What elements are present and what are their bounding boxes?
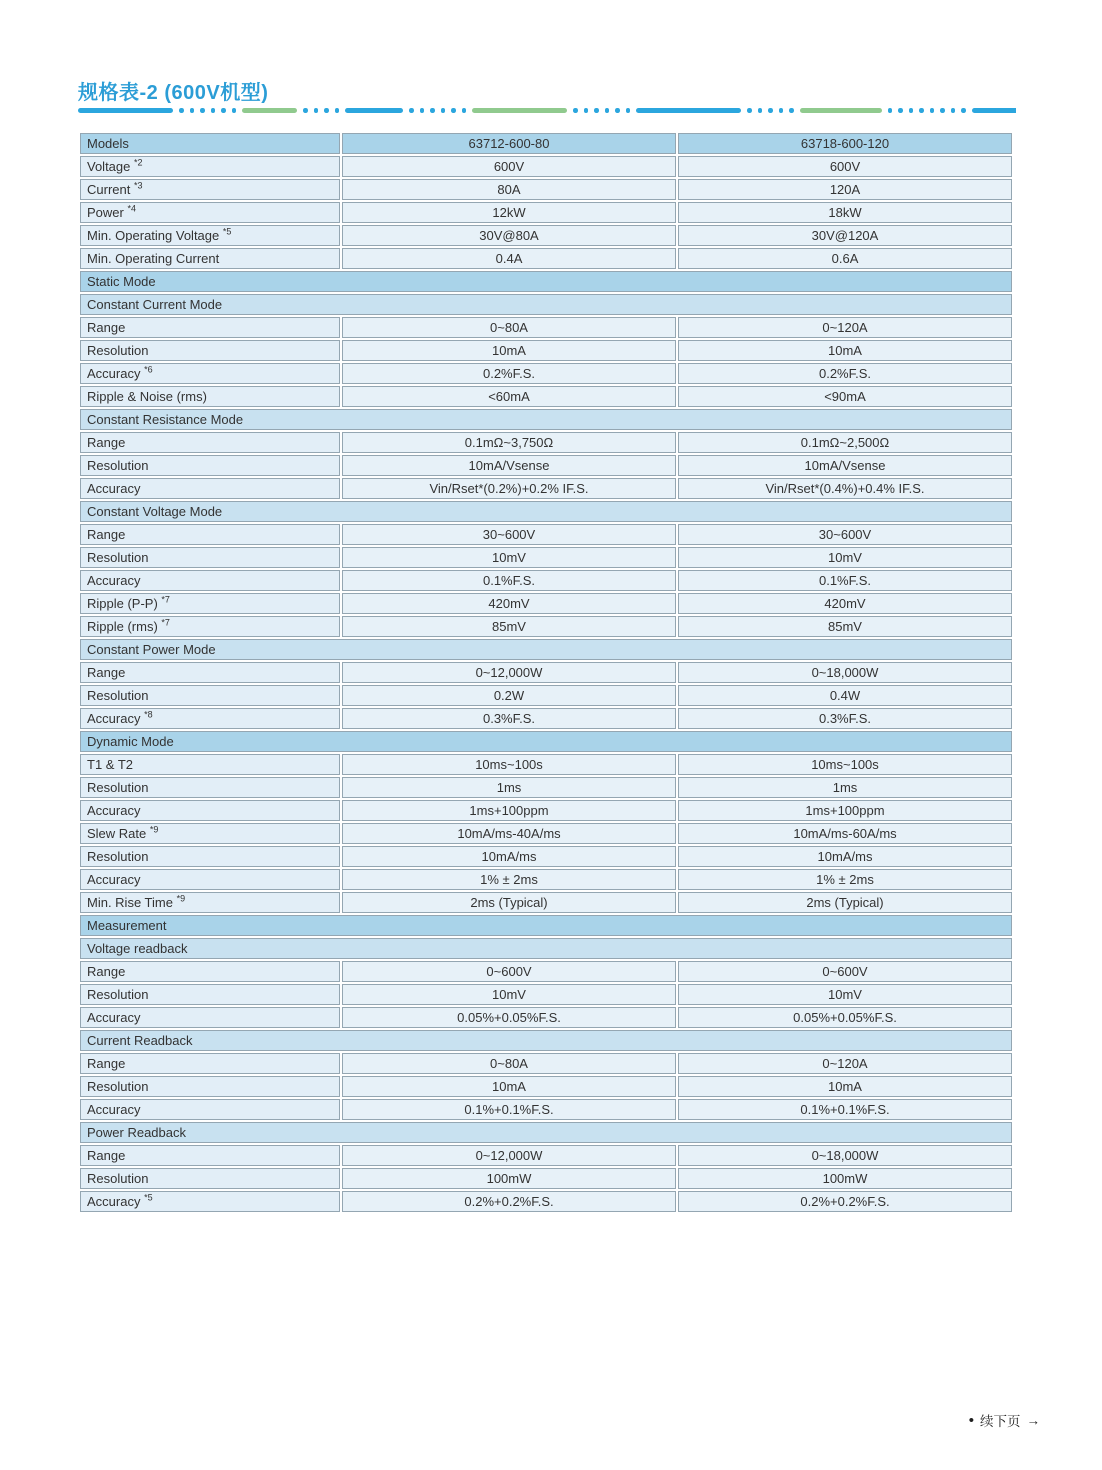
- subsection-header-cell: Constant Power Mode: [80, 639, 1012, 660]
- spec-value-cell: 1% ± 2ms: [678, 869, 1012, 890]
- divider-dot: [335, 108, 340, 113]
- divider-dot: [441, 108, 446, 113]
- divider-dot: [232, 108, 237, 113]
- spec-value-cell: 0.1%+0.1%F.S.: [678, 1099, 1012, 1120]
- subsection-header-cell: Constant Current Mode: [80, 294, 1012, 315]
- spec-row: [80, 340, 1012, 361]
- spec-value-cell: 600V: [342, 156, 676, 177]
- spec-label-cell: Ripple & Noise (rms): [80, 386, 340, 407]
- spec-value-cell: 10mA/ms: [342, 846, 676, 867]
- spec-value-cell: 30V@80A: [342, 225, 676, 246]
- spec-value-cell: 0~12,000W: [342, 1145, 676, 1166]
- footnote-ref: *4: [127, 203, 136, 214]
- subsection-header-cell: Voltage readback: [80, 938, 1012, 959]
- subsection-header-row: [80, 294, 1012, 315]
- spec-label-cell: Current $^{*3}$: [80, 179, 340, 200]
- spec-label-cell: Ripple (P-P) $^{*7}$: [80, 593, 340, 614]
- subsection-header-cell: Constant Resistance Mode: [80, 409, 1012, 430]
- spec-value-cell: 12kW: [342, 202, 676, 223]
- spec-value-cell: 10ms~100s: [678, 754, 1012, 775]
- spec-label-cell: Min. Operating Voltage $^{*5}$: [80, 225, 340, 246]
- spec-label-cell: Accuracy: [80, 800, 340, 821]
- spec-value-cell: 10mA: [342, 1076, 676, 1097]
- divider-dot: [314, 108, 319, 113]
- spec-value-cell: 10mV: [678, 547, 1012, 568]
- divider-dot: [930, 108, 935, 113]
- spec-label-cell: Range: [80, 1053, 340, 1074]
- spec-value-cell: 1ms: [678, 777, 1012, 798]
- spec-value-cell: 18kW: [678, 202, 1012, 223]
- divider-dot: [573, 108, 578, 113]
- spec-value-cell: 85mV: [678, 616, 1012, 637]
- subsection-header-cell: Constant Voltage Mode: [80, 501, 1012, 522]
- spec-value-cell: 2ms (Typical): [342, 892, 676, 913]
- footnote-ref: *5: [222, 226, 232, 237]
- spec-value-cell: 0.05%+0.05%F.S.: [678, 1007, 1012, 1028]
- spec-label-cell: Range: [80, 1145, 340, 1166]
- spec-value-cell: 0.2%F.S.: [342, 363, 676, 384]
- spec-value-cell: 0.2%+0.2%F.S.: [678, 1191, 1012, 1212]
- spec-row: [80, 432, 1012, 453]
- divider-dot: [779, 108, 784, 113]
- divider-dot: [758, 108, 763, 113]
- spec-row: [80, 1007, 1012, 1028]
- spec-value-cell: 0.3%F.S.: [678, 708, 1012, 729]
- spec-label-cell: Accuracy $^{*5}$: [80, 1191, 340, 1212]
- spec-label-cell: Accuracy: [80, 478, 340, 499]
- spec-row: [80, 1191, 1012, 1212]
- divider-dot: [451, 108, 456, 113]
- divider-dot: [605, 108, 610, 113]
- subsection-header-row: [80, 1030, 1012, 1051]
- divider-dot: [940, 108, 945, 113]
- spec-row: [80, 1168, 1012, 1189]
- footnote-ref: *9: [176, 893, 186, 904]
- spec-label-cell: Resolution: [80, 455, 340, 476]
- subsection-header-row: [80, 501, 1012, 522]
- divider-dot: [951, 108, 956, 113]
- spec-value-cell: 420mV: [678, 593, 1012, 614]
- divider-dot: [409, 108, 414, 113]
- spec-row: [80, 570, 1012, 591]
- spec-value-cell: Vin/Rset*(0.4%)+0.4% IF.S.: [678, 478, 1012, 499]
- divider-dot: [919, 108, 924, 113]
- spec-value-cell: 10mA/ms: [678, 846, 1012, 867]
- spec-row: [80, 363, 1012, 384]
- spec-value-cell: Vin/Rset*(0.2%)+0.2% IF.S.: [342, 478, 676, 499]
- spec-label-cell: Range: [80, 432, 340, 453]
- spec-value-cell: 0~600V: [342, 961, 676, 982]
- model-2-header-cell: 63718-600-120: [678, 133, 1012, 154]
- spec-label-cell: Resolution: [80, 1168, 340, 1189]
- spec-row: [80, 708, 1012, 729]
- footer-continued-text: 续下页: [980, 1414, 1021, 1429]
- spec-table: [78, 131, 1014, 1214]
- divider-dot: [211, 108, 216, 113]
- spec-value-cell: 0.3%F.S.: [342, 708, 676, 729]
- spec-value-cell: 0.1mΩ~3,750Ω: [342, 432, 676, 453]
- divider-bar: [345, 108, 403, 113]
- spec-label-cell: Resolution: [80, 984, 340, 1005]
- spec-row: [80, 984, 1012, 1005]
- spec-row: [80, 616, 1012, 637]
- arrow-right-icon: →: [1026, 1412, 1040, 1428]
- divider-bar: [800, 108, 882, 113]
- spec-label-cell: Accuracy: [80, 1007, 340, 1028]
- decorative-divider: [78, 108, 1016, 113]
- section-header-cell: Measurement: [80, 915, 1012, 936]
- spec-row: [80, 156, 1012, 177]
- spec-row: [80, 386, 1012, 407]
- divider-bar: [972, 108, 1017, 113]
- divider-dot: [584, 108, 589, 113]
- spec-label-cell: Range: [80, 524, 340, 545]
- spec-value-cell: 10mA/ms-60A/ms: [678, 823, 1012, 844]
- subsection-header-cell: Power Readback: [80, 1122, 1012, 1143]
- spec-value-cell: 30V@120A: [678, 225, 1012, 246]
- spec-value-cell: 10mA: [678, 340, 1012, 361]
- spec-label-cell: Accuracy $^{*6}$: [80, 363, 340, 384]
- spec-label-cell: T1 & T2: [80, 754, 340, 775]
- spec-row: [80, 455, 1012, 476]
- spec-value-cell: 80A: [342, 179, 676, 200]
- spec-value-cell: 30~600V: [342, 524, 676, 545]
- spec-row: [80, 846, 1012, 867]
- spec-value-cell: 420mV: [342, 593, 676, 614]
- spec-label-cell: Ripple (rms) $^{*7}$: [80, 616, 340, 637]
- divider-dot: [888, 108, 893, 113]
- model-1-header-cell: 63712-600-80: [342, 133, 676, 154]
- spec-value-cell: 100mW: [342, 1168, 676, 1189]
- spec-label-cell: Accuracy $^{*8}$: [80, 708, 340, 729]
- spec-row: [80, 777, 1012, 798]
- spec-value-cell: 0~600V: [678, 961, 1012, 982]
- spec-label-cell: Accuracy: [80, 570, 340, 591]
- footnote-ref: *6: [144, 364, 153, 375]
- spec-value-cell: 10mA: [678, 1076, 1012, 1097]
- divider-dot: [420, 108, 425, 113]
- footnote-ref: *7: [161, 594, 170, 605]
- spec-value-cell: 1ms: [342, 777, 676, 798]
- spec-label-cell: Slew Rate $^{*9}$: [80, 823, 340, 844]
- divider-dot: [615, 108, 620, 113]
- spec-value-cell: 0.2%F.S.: [678, 363, 1012, 384]
- models-header-cell: Models: [80, 133, 340, 154]
- spec-label-cell: Accuracy: [80, 869, 340, 890]
- divider-dot: [626, 108, 631, 113]
- spec-row: [80, 225, 1012, 246]
- spec-value-cell: 10mA/Vsense: [678, 455, 1012, 476]
- spec-label-cell: Min. Operating Current: [80, 248, 340, 269]
- divider-dot: [179, 108, 184, 113]
- spec-row: [80, 179, 1012, 200]
- section-header-row: [80, 271, 1012, 292]
- page-footer: [969, 1410, 1040, 1430]
- spec-label-cell: Resolution: [80, 685, 340, 706]
- divider-dot: [768, 108, 773, 113]
- spec-label-cell: Power $^{*4}$: [80, 202, 340, 223]
- spec-label-cell: Resolution: [80, 547, 340, 568]
- page-title: 规格表-2 (600V机型): [78, 82, 269, 104]
- spec-label-cell: Min. Rise Time $^{*9}$: [80, 892, 340, 913]
- spec-label-cell: Voltage $^{*2}$: [80, 156, 340, 177]
- spec-value-cell: 10mA: [342, 340, 676, 361]
- subsection-header-row: [80, 639, 1012, 660]
- section-header-cell: Static Mode: [80, 271, 1012, 292]
- spec-value-cell: 0.4A: [342, 248, 676, 269]
- divider-dot: [200, 108, 205, 113]
- divider-dot: [747, 108, 752, 113]
- divider-dot: [303, 108, 308, 113]
- spec-row: [80, 524, 1012, 545]
- spec-label-cell: Resolution: [80, 340, 340, 361]
- spec-value-cell: 0~80A: [342, 317, 676, 338]
- divider-bar: [78, 108, 173, 113]
- spec-value-cell: 10mV: [342, 984, 676, 1005]
- spec-value-cell: 10mV: [342, 547, 676, 568]
- spec-value-cell: 1ms+100ppm: [342, 800, 676, 821]
- spec-value-cell: 85mV: [342, 616, 676, 637]
- footer-bullet: •: [968, 1411, 974, 1429]
- divider-dot: [221, 108, 226, 113]
- spec-row: [80, 892, 1012, 913]
- divider-dot: [190, 108, 195, 113]
- spec-value-cell: 0.1%+0.1%F.S.: [342, 1099, 676, 1120]
- footnote-ref: *3: [133, 180, 143, 191]
- spec-row: [80, 1099, 1012, 1120]
- spec-row: [80, 685, 1012, 706]
- divider-dot: [909, 108, 914, 113]
- section-header-row: [80, 731, 1012, 752]
- spec-value-cell: <90mA: [678, 386, 1012, 407]
- spec-label-cell: Resolution: [80, 777, 340, 798]
- subsection-header-row: [80, 409, 1012, 430]
- spec-value-cell: 120A: [678, 179, 1012, 200]
- divider-bar: [472, 108, 567, 113]
- spec-value-cell: 0.1%F.S.: [678, 570, 1012, 591]
- spec-label-cell: Accuracy: [80, 1099, 340, 1120]
- footnote-ref: *9: [149, 824, 159, 835]
- spec-value-cell: 0~120A: [678, 1053, 1012, 1074]
- spec-value-cell: 0.2%+0.2%F.S.: [342, 1191, 676, 1212]
- spec-value-cell: 0~18,000W: [678, 662, 1012, 683]
- divider-dot: [462, 108, 467, 113]
- subsection-header-cell: Current Readback: [80, 1030, 1012, 1051]
- spec-value-cell: <60mA: [342, 386, 676, 407]
- spec-row: [80, 754, 1012, 775]
- spec-value-cell: 0.6A: [678, 248, 1012, 269]
- spec-value-cell: 10mV: [678, 984, 1012, 1005]
- spec-value-cell: 0.1mΩ~2,500Ω: [678, 432, 1012, 453]
- spec-value-cell: 0~80A: [342, 1053, 676, 1074]
- spec-value-cell: 1% ± 2ms: [342, 869, 676, 890]
- spec-row: [80, 1076, 1012, 1097]
- spec-value-cell: 0.05%+0.05%F.S.: [342, 1007, 676, 1028]
- spec-value-cell: 100mW: [678, 1168, 1012, 1189]
- divider-dot: [594, 108, 599, 113]
- section-header-cell: Dynamic Mode: [80, 731, 1012, 752]
- divider-dot: [961, 108, 966, 113]
- spec-value-cell: 10ms~100s: [342, 754, 676, 775]
- spec-row: [80, 961, 1012, 982]
- divider-bar: [636, 108, 741, 113]
- footnote-ref: *2: [134, 157, 143, 168]
- spec-label-cell: Range: [80, 662, 340, 683]
- spec-value-cell: 1ms+100ppm: [678, 800, 1012, 821]
- divider-bar: [242, 108, 297, 113]
- spec-row: [80, 869, 1012, 890]
- spec-value-cell: 0~12,000W: [342, 662, 676, 683]
- spec-row: [80, 317, 1012, 338]
- footnote-ref: *8: [144, 709, 153, 720]
- footnote-ref: *5: [144, 1192, 153, 1203]
- spec-label-cell: Resolution: [80, 846, 340, 867]
- footnote-ref: *7: [161, 617, 170, 628]
- spec-value-cell: 2ms (Typical): [678, 892, 1012, 913]
- spec-value-cell: 0.4W: [678, 685, 1012, 706]
- spec-label-cell: Range: [80, 961, 340, 982]
- spec-value-cell: 600V: [678, 156, 1012, 177]
- spec-row: [80, 1145, 1012, 1166]
- spec-row: [80, 547, 1012, 568]
- spec-row: [80, 478, 1012, 499]
- spec-value-cell: 0~120A: [678, 317, 1012, 338]
- spec-row: [80, 248, 1012, 269]
- divider-dot: [898, 108, 903, 113]
- spec-value-cell: 10mA/Vsense: [342, 455, 676, 476]
- divider-dot: [789, 108, 794, 113]
- spec-value-cell: 0.2W: [342, 685, 676, 706]
- spec-label-cell: Range: [80, 317, 340, 338]
- table-header-row: [80, 133, 1012, 154]
- spec-label-cell: Resolution: [80, 1076, 340, 1097]
- divider-dot: [324, 108, 329, 113]
- subsection-header-row: [80, 1122, 1012, 1143]
- divider-dot: [430, 108, 435, 113]
- spec-row: [80, 800, 1012, 821]
- spec-value-cell: 10mA/ms-40A/ms: [342, 823, 676, 844]
- spec-value-cell: 0~18,000W: [678, 1145, 1012, 1166]
- spec-value-cell: 30~600V: [678, 524, 1012, 545]
- spec-row: [80, 1053, 1012, 1074]
- spec-value-cell: 0.1%F.S.: [342, 570, 676, 591]
- spec-row: [80, 823, 1012, 844]
- spec-row: [80, 593, 1012, 614]
- spec-row: [80, 202, 1012, 223]
- section-header-row: [80, 915, 1012, 936]
- subsection-header-row: [80, 938, 1012, 959]
- spec-row: [80, 662, 1012, 683]
